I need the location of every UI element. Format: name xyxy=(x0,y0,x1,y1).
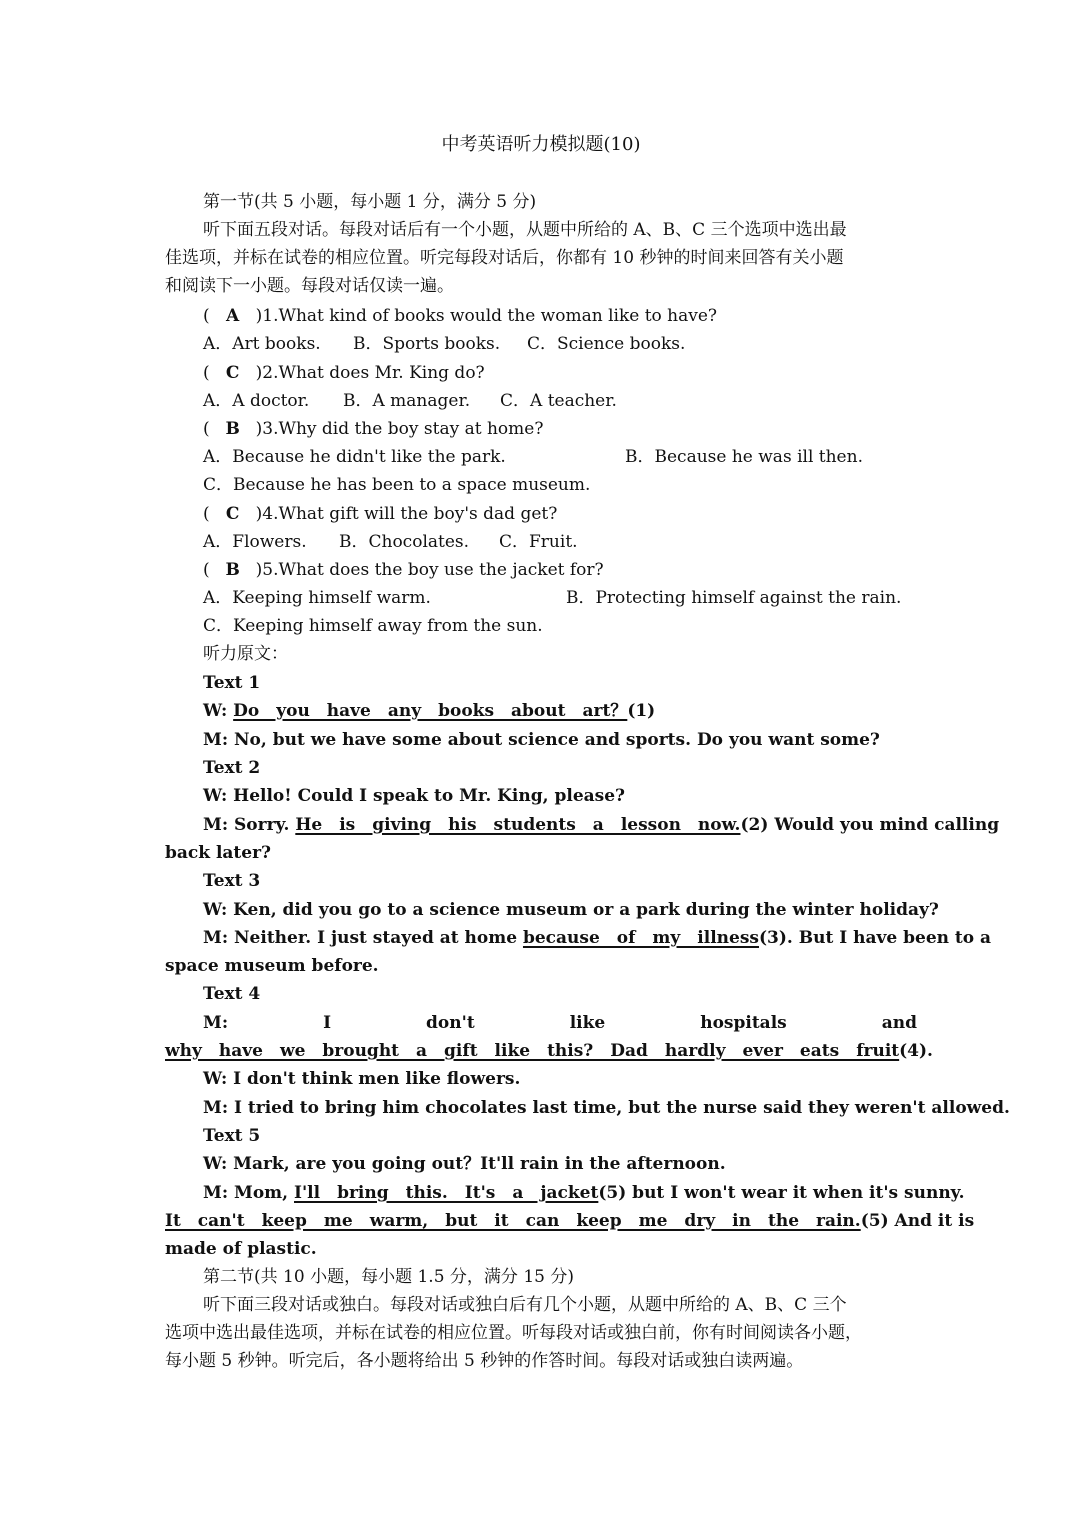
option-a: A．Flowers. xyxy=(203,532,307,552)
option-c: C．A teacher. xyxy=(500,391,617,411)
answer-underline: It can't keep me warm, but it can keep me dry in the rain. xyxy=(165,1211,861,1231)
page-title: 中考英语听力模拟题(10) xyxy=(441,134,641,155)
answer-underline: Do you have any books about art？ xyxy=(233,701,628,721)
text3-label: Text 3 xyxy=(203,871,261,891)
question-text: )5.What does the boy use the jacket for? xyxy=(255,560,604,580)
option-c: C．Science books. xyxy=(527,334,686,354)
text2-w: W: Hello! Could I speak to Mr. King, please? xyxy=(203,786,625,806)
text5-w: W: Mark, are you going out？It'll rain in the afternoon. xyxy=(203,1154,726,1174)
option-a: A．Art books. xyxy=(203,334,321,354)
answer-underline: He is giving his students a lesson now. xyxy=(295,815,741,835)
text5-m-cont2: made of plastic. xyxy=(165,1239,317,1259)
option-b: B．Protecting himself against the rain. xyxy=(566,588,902,608)
text4-m2: M: I tried to bring him chocolates last time, but the nurse said they weren't allowed. xyxy=(203,1098,1010,1118)
answer-underline: why have we brought a gift like this? Dad hardly ever eats fruit xyxy=(165,1041,900,1061)
answer-1: A xyxy=(226,306,240,326)
options-3-c xyxy=(203,475,590,495)
text1-label: Text 1 xyxy=(203,673,261,693)
section2-instruction-line: 选项中选出最佳选项，并标在试卷的相应位置。听每段对话或独白前，你有时间阅读各小题， xyxy=(165,1323,862,1343)
section1-instruction-line: 听下面五段对话。每段对话后有一个小题，从题中所给的 A、B、C 三个选项中选出最 xyxy=(203,220,847,240)
text3-m-cont: space museum before. xyxy=(165,956,379,976)
options-5-c xyxy=(203,616,543,636)
text3-w: W: Ken, did you go to a science museum or a park during the winter holiday? xyxy=(203,900,939,920)
question-text: )2.What does Mr. King do? xyxy=(255,363,485,383)
question-4: ( C )4.What gift will the boy's dad get? xyxy=(203,504,558,524)
answer-underline: because of my illness xyxy=(522,928,759,948)
option-a: A．Because he didn't like the park. xyxy=(203,447,506,467)
text2-m: M: Sorry. He is giving his students a lesson now.(2) Would you mind calling xyxy=(203,815,1000,835)
text1-w: W: Do you have any books about art？(1) xyxy=(203,701,656,721)
section1-heading: 第一节(共 5 小题，每小题 1 分，满分 5 分) xyxy=(203,192,537,212)
question-3: ( B )3.Why did the boy stay at home? xyxy=(203,419,544,439)
option-a: A．A doctor. xyxy=(203,391,310,411)
section2-instruction-line: 听下面三段对话或独白。每段对话或独白后有几个小题，从题中所给的 A、B、C 三个 xyxy=(203,1295,847,1315)
text1-m: M: No, but we have some about science and sports. Do you want some? xyxy=(203,730,880,750)
text5-label: Text 5 xyxy=(203,1126,261,1146)
question-1: ( A )1.What kind of books would the woman like to have? xyxy=(203,306,718,326)
answer-2: C xyxy=(225,363,240,383)
options-2 xyxy=(203,391,617,411)
question-5: ( B )5.What does the boy use the jacket for? xyxy=(203,560,604,580)
question-text: )4.What gift will the boy's dad get? xyxy=(255,504,558,524)
section2-heading: 第二节(共 10 小题，每小题 1.5 分，满分 15 分) xyxy=(203,1267,574,1287)
option-b: B．Because he was ill then. xyxy=(625,447,863,467)
transcript-heading: 听力原文： xyxy=(203,644,288,664)
text4-m-cont: why have we brought a gift like this? Dad hardly ever eats fruit(4). xyxy=(165,1041,933,1061)
question-2: ( C )2.What does Mr. King do? xyxy=(203,363,485,383)
option-c: C．Because he has been to a space museum. xyxy=(203,475,591,495)
answer-underline: I'll bring this. It's a jacket xyxy=(294,1183,599,1203)
options-4 xyxy=(203,532,578,552)
answer-4: C xyxy=(225,504,240,524)
options-3 xyxy=(203,447,863,467)
option-c: C．Fruit. xyxy=(499,532,578,552)
answer-5: B xyxy=(225,560,240,580)
answer-3: B xyxy=(225,419,240,439)
text2-label: Text 2 xyxy=(203,758,261,778)
options-1 xyxy=(203,334,685,354)
question-text: )3.Why did the boy stay at home? xyxy=(255,419,544,439)
section1-instruction-line: 佳选项，并标在试卷的相应位置。听完每段对话后，你都有 10 秒钟的时间来回答有关小题 xyxy=(165,248,844,268)
option-c: C．Keeping himself away from the sun. xyxy=(203,616,543,636)
text4-m: M: I don't like hospitals and xyxy=(203,1013,917,1033)
text5-m-cont: It can't keep me warm, but it can keep me dry in the rain.(5) And it is xyxy=(165,1211,975,1231)
text5-m: M: Mom, I'll bring this. It's a jacket(5) but I won't wear it when it's sunny. xyxy=(203,1183,965,1203)
text4-w: W: I don't think men like flowers. xyxy=(203,1069,521,1089)
option-b: B．A manager. xyxy=(343,391,471,411)
section1-instruction-line: 和阅读下一小题。每段对话仅读一遍。 xyxy=(165,276,454,296)
option-a: A．Keeping himself warm. xyxy=(203,588,431,608)
text3-m: M: Neither. I just stayed at home because of my illness(3). But I have been to a xyxy=(203,928,992,948)
option-b: B．Sports books. xyxy=(353,334,501,354)
options-5 xyxy=(203,588,901,608)
text2-m-cont: back later? xyxy=(165,843,272,863)
text4-label: Text 4 xyxy=(203,984,261,1004)
section2-instruction-line: 每小题 5 秒钟。听完后，各小题将给出 5 秒钟的作答时间。每段对话或独白读两遍。 xyxy=(165,1351,804,1371)
question-text: )1.What kind of books would the woman like to have? xyxy=(255,306,718,326)
option-b: B．Chocolates. xyxy=(339,532,470,552)
